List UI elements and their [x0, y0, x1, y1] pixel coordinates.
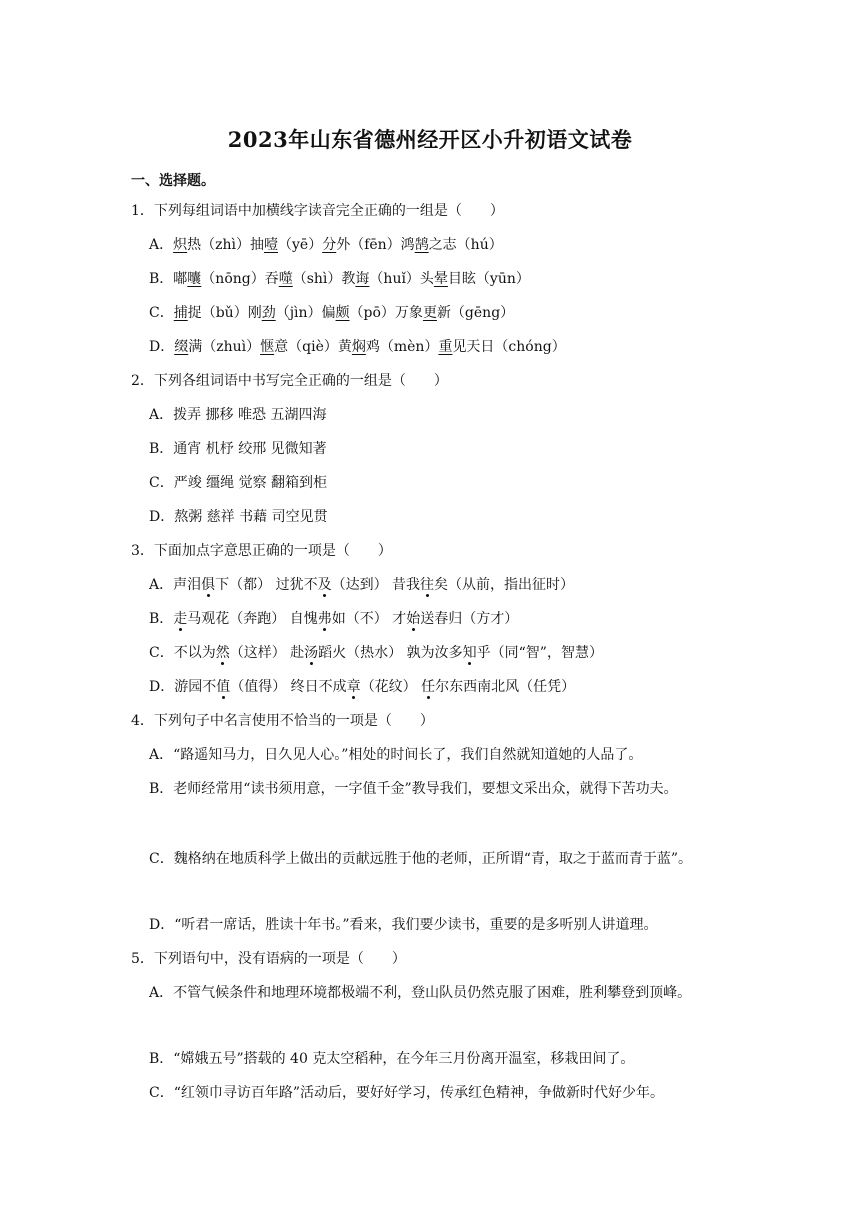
question-4-option-a: A．“路遥知马力，日久见人心。”相处的时间长了，我们自然就知道她的人品了。: [149, 747, 643, 763]
question-3-option-a: A．声泪俱下（都） 过犹不及（达到） 昔我往矣（从前，指出征时）: [149, 577, 575, 593]
question-2-option-d: D．熬粥 慈祥 书藉 司空见贯: [149, 509, 328, 525]
question-2-option-c: C．严竣 缰绳 觉察 翻箱到柜: [149, 475, 328, 491]
question-4-option-d: D．“听君一席话，胜读十年书。”看来，我们要少读书，重要的是多听别人讲道理。: [149, 917, 658, 933]
question-5-option-a: A．不管气候条件和地理环境都极端不利，登山队员仍然克服了困难，胜利攀登到顶峰。: [149, 985, 692, 1001]
page-title: 2023年山东省德州经开区小升初语文试卷: [227, 127, 633, 152]
question-3-option-b: B．走马观花（奔跑） 自愧弗如（不） 才始送春归（方才）: [149, 611, 519, 627]
question-4-stem: 4．下列句子中名言使用不恰当的一项是（ ）: [131, 713, 434, 729]
question-2-stem: 2．下列各组词语中书写完全正确的一组是（ ）: [131, 373, 448, 389]
question-5-option-b: B．“嫦娥五号”搭载的 40 克太空稻种，在今年三月份离开温室，移栽田间了。: [149, 1051, 635, 1067]
section-heading: 一、选择题。: [131, 173, 215, 189]
question-3-stem: 3．下面加点字意思正确的一项是（ ）: [131, 543, 392, 559]
question-4-option-c: C．魏格纳在地质科学上做出的贡献远胜于他的老师，正所谓“青，取之于蓝而青于蓝”。: [149, 851, 693, 867]
question-1-stem: 1．下列每组词语中加横线字读音完全正确的一组是（ ）: [131, 203, 504, 219]
question-1-option-d: D．缀满（zhuì）惬意（qiè）黄焖鸡（mèn）重见天日（chóng）: [149, 339, 566, 355]
question-3-option-d: D．游园不值（值得） 终日不成章（花纹） 任尔东西南北风（任凭）: [149, 679, 576, 695]
question-1-option-c: C．捕捉（bǔ）刚劲（jìn）偏颇（pō）万象更新（gēng）: [149, 305, 515, 321]
question-2-option-b: B．通宵 机杼 绞邢 见微知著: [149, 441, 327, 457]
question-5-option-c: C．“红领巾寻访百年路”活动后，要好好学习，传承红色精神，争做新时代好少年。: [149, 1085, 665, 1101]
question-2-option-a: A．拨弄 挪移 唯恐 五湖四海: [149, 407, 327, 423]
question-4-option-b: B．老师经常用“读书须用意，一字值千金”教导我们，要想文采出众，就得下苦功夫。: [149, 781, 678, 797]
question-3-option-c: C．不以为然（这样） 赴汤蹈火（热水） 孰为汝多知乎（同“智”，智慧）: [149, 645, 603, 661]
question-1-option-b: B．嘟囔（nōng）吞噬（shì）教诲（huǐ）头晕目眩（yūn）: [149, 271, 530, 287]
question-5-stem: 5．下列语句中，没有语病的一项是（ ）: [131, 951, 406, 967]
question-1-option-a: A．炽热（zhì）抽噎（yē）分外（fēn）鸿鹄之志（hú）: [149, 237, 503, 253]
